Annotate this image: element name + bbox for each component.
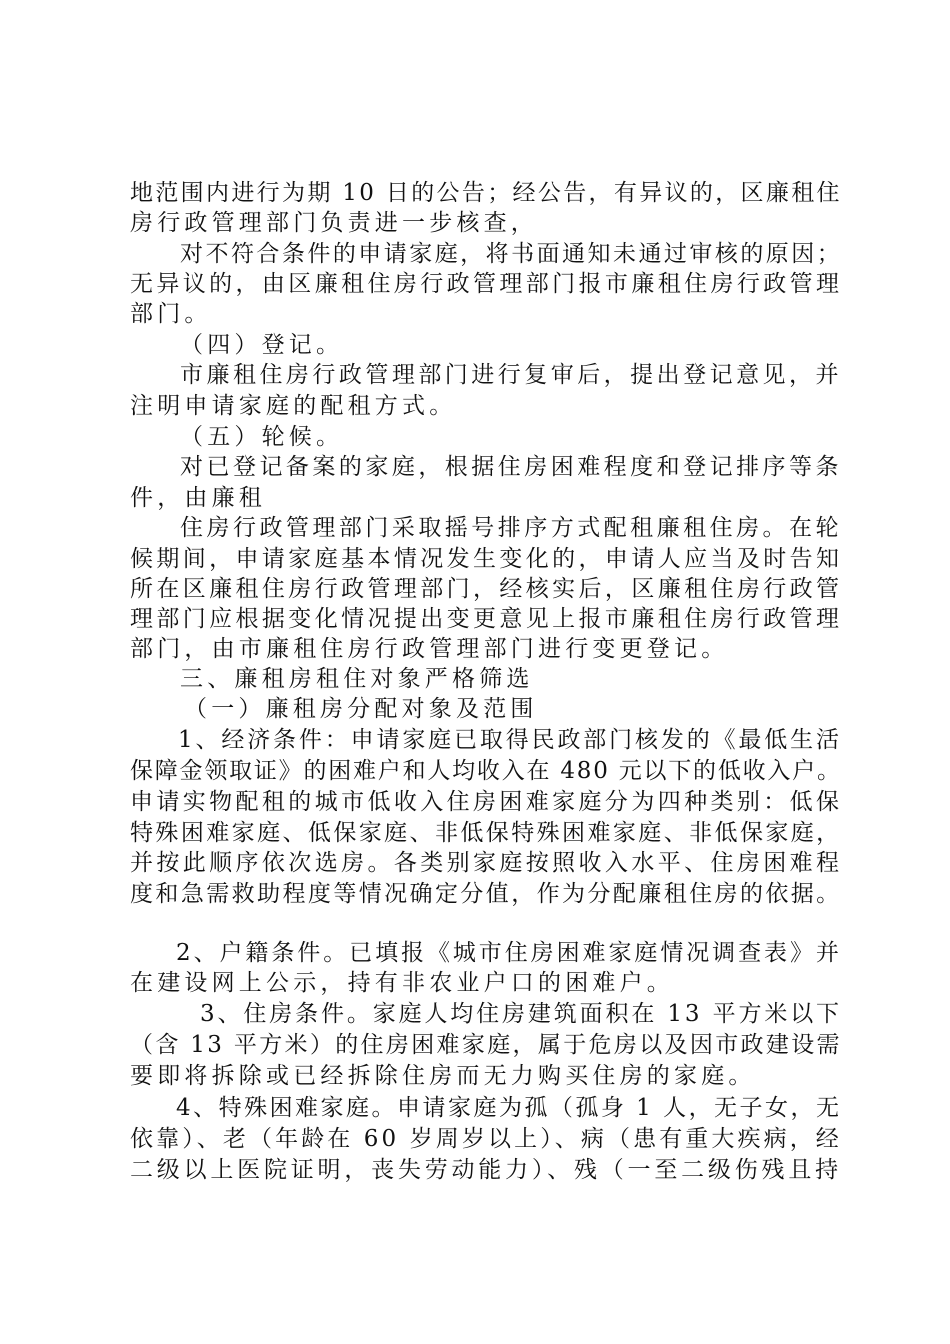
text-line: 对已登记备案的家庭，根据住房困难程度和登记排序等条 xyxy=(180,454,842,480)
text-line: 保障金领取证》的困难户和人均收入在 480 元以下的低收入户。 xyxy=(130,758,842,784)
text-line: 对不符合条件的申请家庭，将书面通知未通过审核的原因； xyxy=(180,241,843,267)
text-line: 理部门应根据变化情况提出变更意见上报市廉租住房行政管理 xyxy=(130,606,843,632)
text-line: 地范围内进行为期 10 日的公告；经公告，有异议的，区廉租住 xyxy=(130,180,842,206)
text-line: 无异议的，由区廉租住房行政管理部门报市廉租住房行政管理 xyxy=(130,271,843,297)
text-line: 在建设网上公示，持有非农业户口的困难户。 xyxy=(130,970,674,996)
text-line: 1、经济条件：申请家庭已取得民政部门核发的《最低生活 xyxy=(178,727,842,753)
text-line: 部门，由市廉租住房行政管理部门进行变更登记。 xyxy=(130,636,729,662)
text-line: 特殊困难家庭、低保家庭、非低保特殊困难家庭、非低保家庭， xyxy=(130,820,842,846)
text-line: 4、特殊困难家庭。申请家庭为孤（孤身 1 人，无子女，无 xyxy=(176,1095,842,1121)
section-heading: （一）廉租房分配对象及范围 xyxy=(184,696,538,722)
text-line: 二级以上医院证明，丧失劳动能力）、残（一至二级伤残且持 xyxy=(130,1157,842,1183)
section-heading: （四）登记。 xyxy=(180,332,344,358)
text-line: 2、户籍条件。已填报《城市住房困难家庭情况调查表》并 xyxy=(176,940,842,966)
text-line: 件，由廉租 xyxy=(130,485,266,511)
text-line: 房行政管理部门负责进一步核查， xyxy=(130,210,538,236)
text-line: 住房行政管理部门采取摇号排序方式配租廉租住房。在轮 xyxy=(180,515,842,541)
text-line: 3、住房条件。家庭人均住房建筑面积在 13 平方米以下 xyxy=(200,1001,842,1027)
text-line: 申请实物配租的城市低收入住房困难家庭分为四种类别：低保 xyxy=(130,789,843,815)
text-line: 要即将拆除或已经拆除住房而无力购买住房的家庭。 xyxy=(130,1063,756,1089)
text-line: 并按此顺序依次选房。各类别家庭按照收入水平、住房困难程 xyxy=(130,850,843,876)
text-line: 部门。 xyxy=(130,301,212,327)
text-line: 依靠）、老（年龄在 60 岁周岁以上）、病（患有重大疾病，经 xyxy=(130,1126,842,1152)
text-line: 市廉租住房行政管理部门进行复审后，提出登记意见，并 xyxy=(180,362,842,388)
section-heading: （五）轮候。 xyxy=(180,424,344,450)
text-line: （含 13 平方米）的住房困难家庭，属于危房以及因市政建设需 xyxy=(130,1032,842,1058)
section-heading: 三、廉租房租住对象严格筛选 xyxy=(180,666,534,692)
text-line: 所在区廉租住房行政管理部门，经核实后，区廉租住房行政管 xyxy=(130,576,843,602)
text-line: 度和急需救助程度等情况确定分值，作为分配廉租住房的依据。 xyxy=(130,881,842,907)
text-line: 注明申请家庭的配租方式。 xyxy=(130,393,457,419)
text-line: 候期间，申请家庭基本情况发生变化的，申请人应当及时告知 xyxy=(130,546,843,572)
